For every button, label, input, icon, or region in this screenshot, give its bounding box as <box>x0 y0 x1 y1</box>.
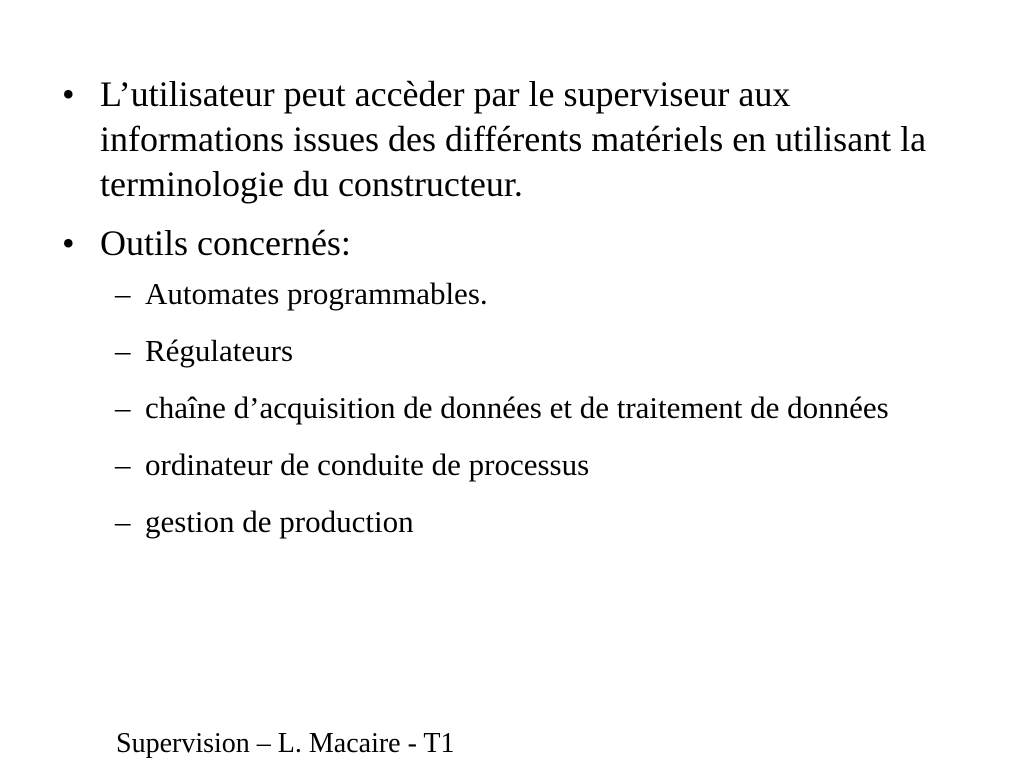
dash-marker: – <box>115 447 131 482</box>
dash-marker: – <box>115 504 131 539</box>
bullet-item-tools <box>60 221 940 541</box>
sub-item-text: gestion de production <box>145 504 414 539</box>
bullet-marker: • <box>62 74 75 114</box>
sub-item-text: ordinateur de conduite de processus <box>145 447 590 482</box>
sub-item-ordinateur <box>60 445 940 484</box>
sub-item-text: chaîne d’acquisition de données et de traitement de données <box>145 390 889 425</box>
slide-footer: Supervision – L. Macaire - T1 <box>116 728 455 759</box>
dash-marker: – <box>115 333 131 368</box>
sub-item-automates <box>60 274 940 313</box>
sub-item-regulateurs <box>60 331 940 370</box>
bullet-item-access <box>60 72 940 207</box>
dash-marker: – <box>115 390 131 425</box>
sub-item-gestion <box>60 502 940 541</box>
bullet-text: L’utilisateur peut accèder par le superviseur aux informations issues des différents matériels en utilisant la terminologie du constructeur. <box>100 74 927 204</box>
bullet-text: Outils concernés: <box>100 223 351 263</box>
sub-item-text: Régulateurs <box>145 333 294 368</box>
bullet-marker: • <box>62 223 75 263</box>
dash-marker: – <box>115 276 131 311</box>
sub-item-text: Automates programmables. <box>145 276 488 311</box>
bullet-list <box>60 72 940 559</box>
sub-item-acquisition <box>60 388 940 427</box>
sub-list-tools <box>60 274 940 541</box>
